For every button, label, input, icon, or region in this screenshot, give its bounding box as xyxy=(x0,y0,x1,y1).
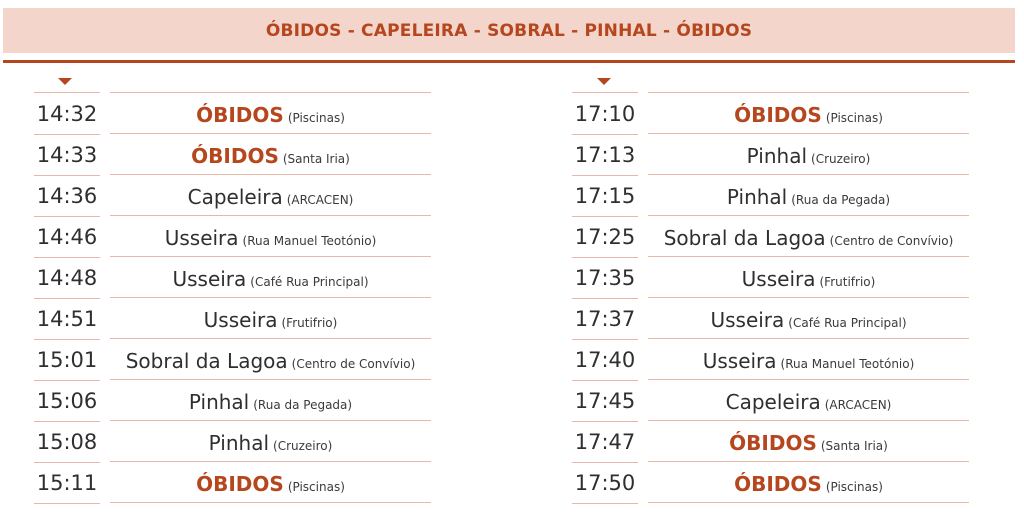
time-column-top-rule xyxy=(34,92,100,93)
stop-cell xyxy=(110,176,431,216)
stop-name: Sobral da Lagoa xyxy=(125,349,288,373)
departure-time: 14:36 xyxy=(34,176,100,217)
departure-time: 14:33 xyxy=(34,135,100,176)
stop-cell xyxy=(648,176,969,216)
stop-name: Capeleira xyxy=(725,390,821,414)
departure-time: 15:01 xyxy=(34,340,100,381)
stop-detail: (Piscinas) xyxy=(287,111,345,125)
header-divider xyxy=(3,60,1015,63)
stop-cell xyxy=(110,94,431,134)
departure-time: 15:11 xyxy=(34,463,100,504)
stop-cell xyxy=(110,217,431,257)
stop-cell xyxy=(648,381,969,421)
stop-detail: (Café Rua Principal) xyxy=(788,316,907,330)
stop-name: ÓBIDOS xyxy=(196,103,284,127)
departure-time: 15:06 xyxy=(34,381,100,422)
stop-name: Capeleira xyxy=(187,185,283,209)
departure-time: 17:47 xyxy=(572,422,638,463)
stop-name: ÓBIDOS xyxy=(196,472,284,496)
stop-name: ÓBIDOS xyxy=(191,144,279,168)
stop-detail: (Santa Iria) xyxy=(820,439,888,453)
stop-name: Usseira xyxy=(741,267,816,291)
stop-cell xyxy=(648,422,969,462)
time-column-top-rule xyxy=(572,92,638,93)
stop-name: Usseira xyxy=(172,267,247,291)
stop-name: ÓBIDOS xyxy=(734,103,822,127)
stop-cell xyxy=(110,258,431,298)
stop-detail: (Cruzeiro) xyxy=(811,152,871,166)
stop-cell xyxy=(110,340,431,380)
stop-detail: (Rua da Pegada) xyxy=(791,193,891,207)
stop-detail: (Santa Iria) xyxy=(282,152,350,166)
stop-name: Pinhal xyxy=(726,185,788,209)
triangle-down-icon xyxy=(58,78,72,85)
stop-detail: (ARCACEN) xyxy=(286,193,354,207)
route-title: ÓBIDOS - CAPELEIRA - SOBRAL - PINHAL - ÓBIDOS xyxy=(265,20,753,41)
departure-time: 14:48 xyxy=(34,258,100,299)
stop-name: Usseira xyxy=(203,308,278,332)
departure-time: 17:50 xyxy=(572,463,638,504)
stop-cell xyxy=(648,135,969,175)
stop-cell xyxy=(110,135,431,175)
stop-detail: (Café Rua Principal) xyxy=(250,275,369,289)
departure-time: 17:13 xyxy=(572,135,638,176)
departure-time: 17:25 xyxy=(572,217,638,258)
stop-detail: (Frutifrio) xyxy=(281,316,338,330)
stop-cell xyxy=(110,422,431,462)
stop-cell xyxy=(648,94,969,134)
stop-cell xyxy=(110,381,431,421)
stop-detail: (Centro de Convívio) xyxy=(291,357,416,371)
departure-time: 17:40 xyxy=(572,340,638,381)
stop-detail: (Rua Manuel Teotónio) xyxy=(780,357,915,371)
departure-time: 15:08 xyxy=(34,422,100,463)
stop-name: Usseira xyxy=(702,349,777,373)
departure-time: 14:46 xyxy=(34,217,100,258)
stop-name: Pinhal xyxy=(208,431,270,455)
departure-time: 14:51 xyxy=(34,299,100,340)
stop-detail: (Centro de Convívio) xyxy=(829,234,954,248)
stop-cell xyxy=(648,463,969,503)
stop-cell xyxy=(110,463,431,503)
stop-detail: (Piscinas) xyxy=(287,480,345,494)
stop-cell xyxy=(648,217,969,257)
departure-time: 17:10 xyxy=(572,94,638,135)
stop-detail: (Rua da Pegada) xyxy=(253,398,353,412)
departure-time: 14:32 xyxy=(34,94,100,135)
stop-detail: (Cruzeiro) xyxy=(273,439,333,453)
stop-name: Pinhal xyxy=(746,144,808,168)
triangle-down-icon xyxy=(597,78,611,85)
departure-time: 17:37 xyxy=(572,299,638,340)
stop-detail: (Rua Manuel Teotónio) xyxy=(242,234,377,248)
stop-cell xyxy=(110,299,431,339)
stop-name: Sobral da Lagoa xyxy=(663,226,826,250)
stop-detail: (Frutifrio) xyxy=(819,275,876,289)
stop-detail: (Piscinas) xyxy=(825,480,883,494)
stop-cell xyxy=(648,340,969,380)
stop-name: Usseira xyxy=(164,226,239,250)
stop-column-top-rule xyxy=(110,92,431,93)
stop-detail: (ARCACEN) xyxy=(824,398,892,412)
stop-name: Pinhal xyxy=(188,390,250,414)
stop-column-top-rule xyxy=(648,92,969,93)
stop-name: ÓBIDOS xyxy=(734,472,822,496)
stop-cell xyxy=(648,258,969,298)
departure-time: 17:45 xyxy=(572,381,638,422)
route-banner xyxy=(3,8,1015,53)
departure-time: 17:35 xyxy=(572,258,638,299)
stop-name: Usseira xyxy=(710,308,785,332)
departure-time: 17:15 xyxy=(572,176,638,217)
stop-detail: (Piscinas) xyxy=(825,111,883,125)
stop-name: ÓBIDOS xyxy=(729,431,817,455)
stop-cell xyxy=(648,299,969,339)
